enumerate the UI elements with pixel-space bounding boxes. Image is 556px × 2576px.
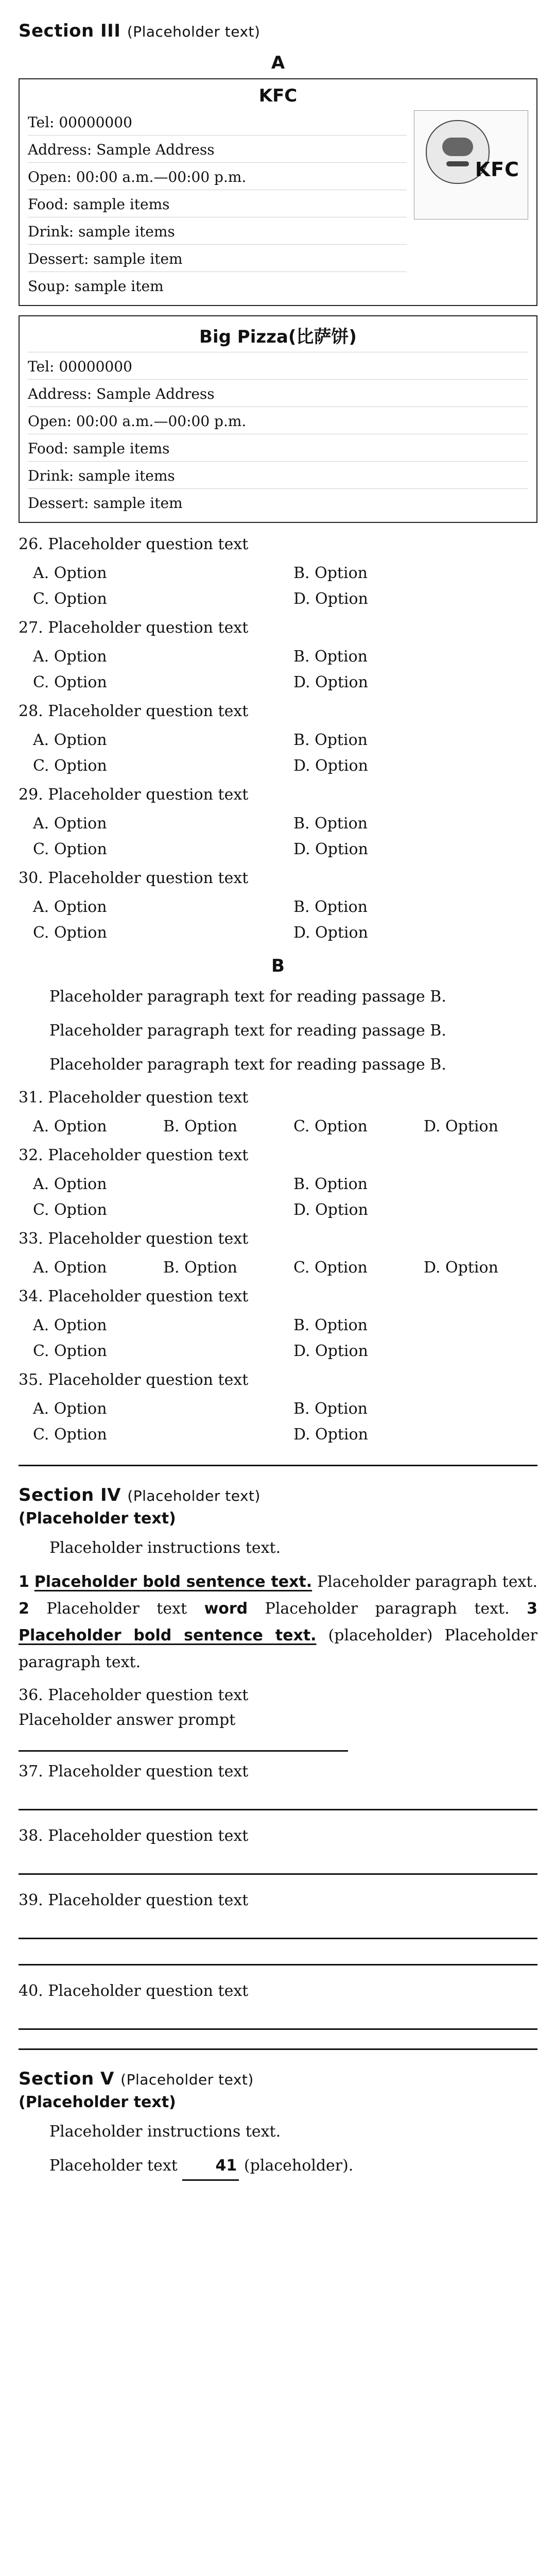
- section-iv-title: Section IV: [19, 1485, 121, 1505]
- section-v-text-part1: Placeholder text: [49, 2157, 178, 2175]
- answer-blank[interactable]: [19, 1920, 537, 1939]
- task-text: Placeholder text: [46, 1600, 187, 1618]
- options-29: [33, 812, 537, 861]
- option: C. Option: [33, 673, 107, 691]
- option: A. Option: [33, 1259, 107, 1277]
- option: C. Option: [33, 840, 107, 858]
- question-27: 27. Placeholder question text: [19, 619, 249, 637]
- kfc-line: Soup: sample item: [28, 272, 407, 298]
- answer-blank[interactable]: [19, 2011, 537, 2030]
- option: A. Option: [33, 648, 107, 666]
- task-q36-sub-text: Placeholder answer prompt: [19, 1711, 236, 1729]
- option: B. Option: [293, 1400, 368, 1418]
- option: A. Option: [33, 731, 107, 749]
- option: D. Option: [293, 673, 368, 691]
- answer-blank[interactable]: [19, 1791, 537, 1810]
- question-34: 34. Placeholder question text: [19, 1287, 249, 1306]
- task-intro: Placeholder instructions text.: [49, 1539, 281, 1557]
- kfc-details: [28, 110, 407, 299]
- option: B. Option: [163, 1259, 237, 1277]
- options-35: [33, 1398, 537, 1446]
- kfc-logo-text: KFC: [475, 158, 519, 181]
- blank-41[interactable]: 41: [182, 2153, 239, 2181]
- answer-blank[interactable]: [19, 1733, 348, 1752]
- questions-b: [19, 1086, 537, 1446]
- kfc-line: Dessert: sample item: [28, 244, 407, 270]
- task-q37: 37. Placeholder question text: [19, 1762, 249, 1781]
- option: D. Option: [293, 1201, 368, 1219]
- option: D. Option: [424, 1259, 498, 1277]
- question-31: 31. Placeholder question text: [19, 1089, 249, 1107]
- kfc-logo-image: [414, 110, 528, 219]
- questions-a: [19, 532, 537, 944]
- option: C. Option: [33, 590, 107, 608]
- section-v-text: [19, 2153, 537, 2181]
- section-v-title: Section V: [19, 2069, 114, 2089]
- section-v-text-part2: (placeholder).: [244, 2157, 354, 2175]
- kfc-box: [19, 78, 537, 306]
- options-31: [33, 1115, 537, 1138]
- section-iv-detail: (Placeholder text): [127, 1487, 260, 1504]
- section-divider: [19, 2048, 537, 2050]
- task-questions: [19, 1683, 537, 2030]
- pizza-box: [19, 315, 537, 523]
- section-v-intro: Placeholder instructions text.: [49, 2123, 281, 2141]
- kfc-line: Food: sample items: [28, 190, 407, 216]
- section-v-header: [19, 2069, 537, 2089]
- option: B. Option: [293, 1316, 368, 1334]
- passage-b-paragraph: Placeholder paragraph text for reading passage B.: [49, 1022, 446, 1040]
- answer-blank[interactable]: [19, 1946, 537, 1965]
- option: D. Option: [293, 840, 368, 858]
- question-30: 30. Placeholder question text: [19, 869, 249, 887]
- option: D. Option: [293, 590, 368, 608]
- passage-b: [19, 984, 537, 1078]
- task-q36: 36. Placeholder question text: [19, 1686, 249, 1704]
- section-iv-source: (Placeholder text): [19, 1510, 176, 1528]
- question-32: 32. Placeholder question text: [19, 1146, 249, 1164]
- section-v-detail: (Placeholder text): [120, 2071, 254, 2088]
- kfc-line: Tel: 00000000: [28, 114, 132, 131]
- circled-number: 3: [527, 1600, 537, 1618]
- section-iii-header: [19, 21, 537, 41]
- options-30: [33, 896, 537, 944]
- task-note: (placeholder): [328, 1626, 433, 1645]
- circled-number: 2: [19, 1600, 29, 1618]
- pizza-line: Tel: 00000000: [28, 352, 528, 378]
- circled-number: 1: [19, 1573, 29, 1591]
- option: A. Option: [33, 1117, 107, 1136]
- question-28: 28. Placeholder question text: [19, 702, 249, 720]
- option: D. Option: [424, 1117, 498, 1136]
- passage-b-paragraph: Placeholder paragraph text for reading passage B.: [49, 1056, 446, 1074]
- question-29: 29. Placeholder question text: [19, 786, 249, 804]
- option: D. Option: [293, 1342, 368, 1360]
- passage-b-paragraph: Placeholder paragraph text for reading passage B.: [49, 988, 446, 1006]
- task-text: Placeholder paragraph text.: [317, 1573, 537, 1591]
- pizza-line: Food: sample items: [28, 434, 528, 460]
- option: B. Option: [163, 1117, 237, 1136]
- task-q39: 39. Placeholder question text: [19, 1891, 249, 1909]
- section-iii-detail: (Placeholder text): [127, 23, 260, 40]
- option: C. Option: [293, 1117, 368, 1136]
- option: D. Option: [293, 757, 368, 775]
- option: B. Option: [293, 648, 368, 666]
- question-35: 35. Placeholder question text: [19, 1371, 249, 1389]
- option: A. Option: [33, 815, 107, 833]
- option: C. Option: [33, 1342, 107, 1360]
- option: C. Option: [33, 924, 107, 942]
- option: A. Option: [33, 564, 107, 582]
- kfc-title: KFC: [258, 86, 298, 106]
- question-26: 26. Placeholder question text: [19, 535, 249, 553]
- option: A. Option: [33, 898, 107, 916]
- options-26: [33, 562, 537, 611]
- section-iv-header: [19, 1485, 537, 1505]
- task-passage: [19, 1569, 537, 1676]
- pizza-title: Big Pizza(比萨饼): [199, 327, 357, 347]
- option: C. Option: [33, 757, 107, 775]
- section-v-source: (Placeholder text): [19, 2093, 176, 2111]
- kfc-line: Open: 00:00 a.m.—00:00 p.m.: [28, 162, 407, 189]
- answer-blank[interactable]: [19, 1856, 537, 1875]
- option: C. Option: [33, 1201, 107, 1219]
- option: B. Option: [293, 1175, 368, 1193]
- options-33: [33, 1257, 537, 1279]
- task-q40: 40. Placeholder question text: [19, 1982, 249, 2000]
- pizza-line: Dessert: sample item: [28, 488, 528, 515]
- pizza-line: Open: 00:00 a.m.—00:00 p.m.: [28, 406, 528, 433]
- task-text: Placeholder paragraph text.: [19, 1626, 537, 1671]
- option: A. Option: [33, 1400, 107, 1418]
- section-b-letter: B: [271, 956, 285, 976]
- pizza-line: Drink: sample items: [28, 461, 528, 487]
- options-34: [33, 1314, 537, 1363]
- option: B. Option: [293, 731, 368, 749]
- section-a-letter: A: [271, 53, 285, 73]
- kfc-content: [28, 110, 528, 299]
- kfc-line: Address: Sample Address: [28, 135, 407, 161]
- section-divider: [19, 1465, 537, 1466]
- options-27: [33, 646, 537, 694]
- pizza-line: Address: Sample Address: [28, 379, 528, 405]
- task-sentence-1: Placeholder bold sentence text.: [34, 1573, 312, 1591]
- option: B. Option: [293, 564, 368, 582]
- options-28: [33, 729, 537, 777]
- task-text: Placeholder paragraph text.: [265, 1600, 510, 1618]
- task-word: word: [204, 1600, 248, 1618]
- option: C. Option: [33, 1426, 107, 1444]
- option: A. Option: [33, 1175, 107, 1193]
- question-33: 33. Placeholder question text: [19, 1230, 249, 1248]
- option: D. Option: [293, 924, 368, 942]
- option: D. Option: [293, 1426, 368, 1444]
- option: B. Option: [293, 898, 368, 916]
- section-iii-label: Section III: [19, 21, 121, 41]
- option: C. Option: [293, 1259, 368, 1277]
- task-q38: 38. Placeholder question text: [19, 1827, 249, 1845]
- kfc-line: Drink: sample items: [28, 217, 407, 243]
- option: B. Option: [293, 815, 368, 833]
- task-q36-sub: [19, 1708, 537, 1759]
- option: A. Option: [33, 1316, 107, 1334]
- task-sentence-3: Placeholder bold sentence text.: [19, 1626, 317, 1645]
- options-32: [33, 1173, 537, 1222]
